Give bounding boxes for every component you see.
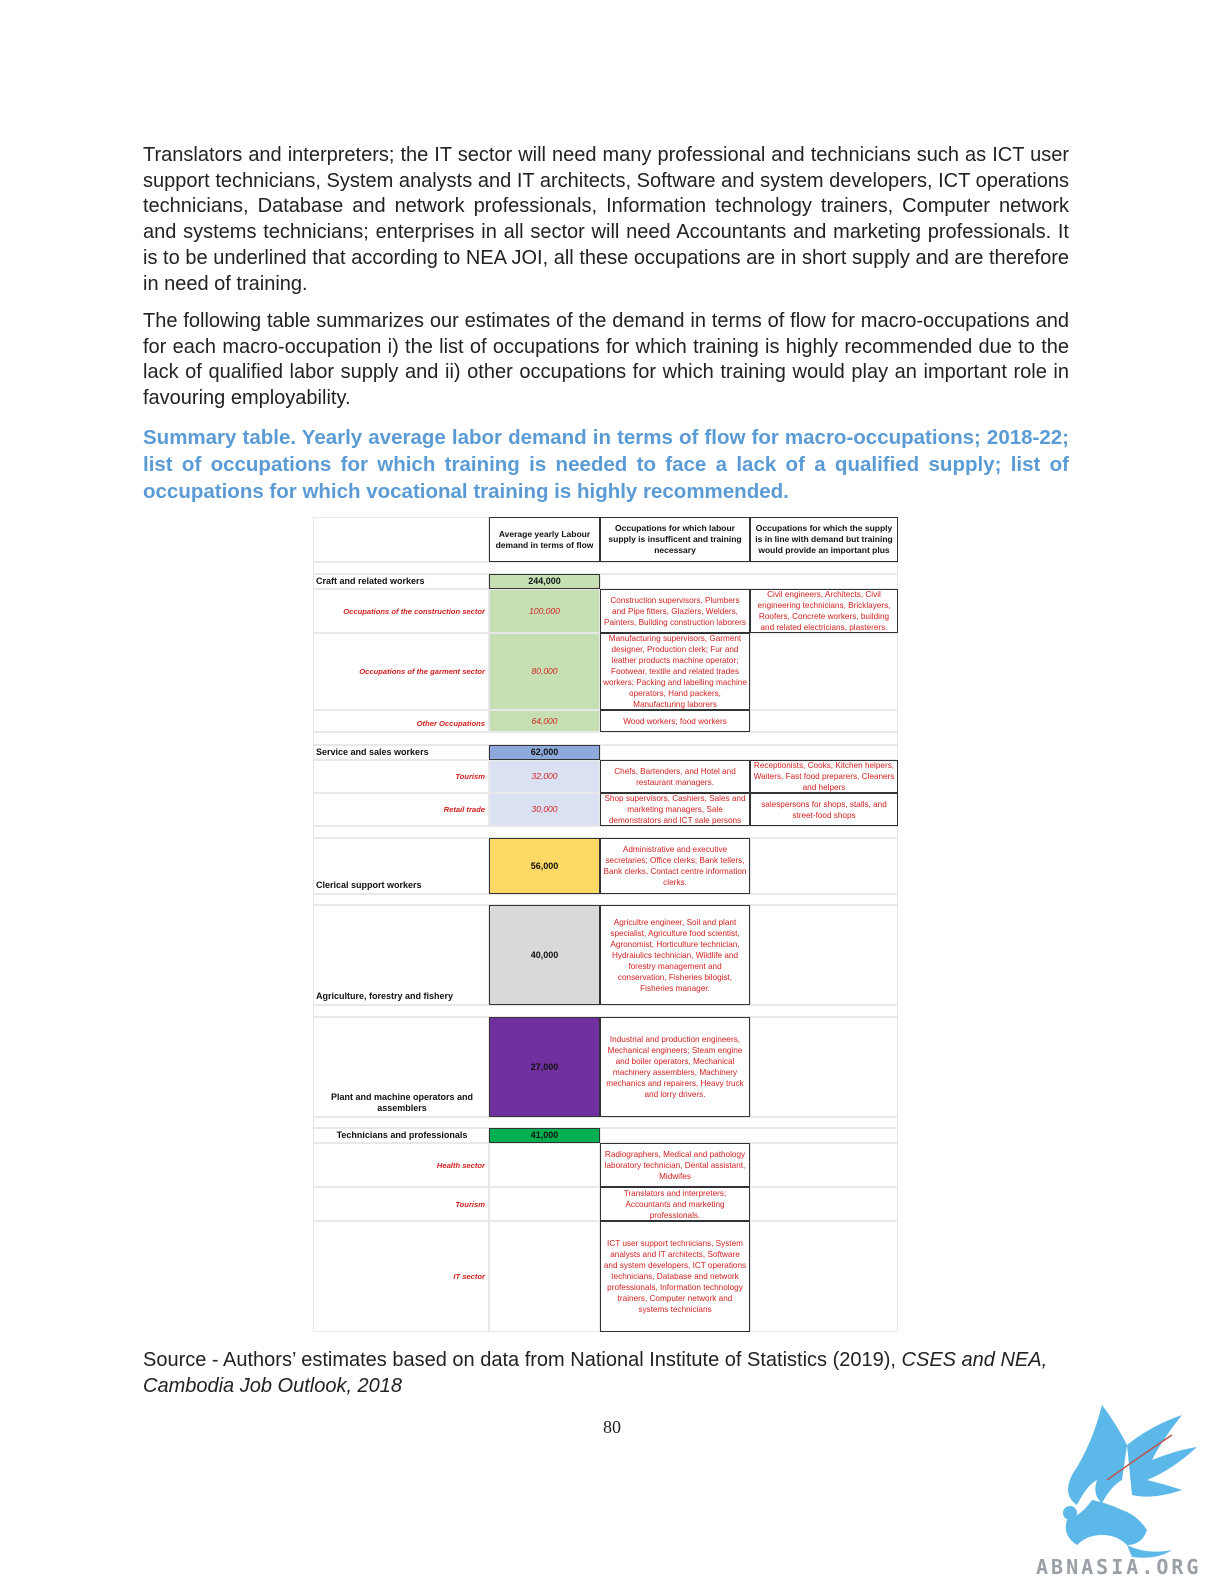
construction-insufficient: Construction supervisors, Plumbers and Pipe fitters, Glaziers, Welders, Painters, Building construction laborers xyxy=(600,589,750,633)
clerical-inline-blank xyxy=(750,838,898,894)
tech-tourism-label: Tourism xyxy=(313,1187,489,1221)
health-insufficient: Radiographers, Medical and pathology laboratory technician, Dental assistant, Midwifes xyxy=(600,1143,750,1187)
header-inline: Occupations for which the supply is in line with demand but training would provide an important plus xyxy=(750,517,898,562)
spacer-row xyxy=(313,562,898,574)
tech-blank xyxy=(600,1128,898,1143)
tech-tourism-inline-blank xyxy=(750,1187,898,1221)
health-label: Health sector xyxy=(313,1143,489,1187)
retail-value: 30,000 xyxy=(489,793,600,826)
other-inline-blank xyxy=(750,710,898,732)
header-blank xyxy=(313,517,489,562)
retail-inline: salespersons for shops, stalls, and street-food shops xyxy=(750,793,898,826)
garment-insufficient: Manufacturing supervisors, Garment designer, Production clerk; Fur and leather products machine operator; Footwear, textile and related trades workers; Packing and labelling machine operators, Hand packers, Manufacturing laborers xyxy=(600,633,750,710)
spacer-row xyxy=(313,894,898,905)
spacer-row xyxy=(313,1117,898,1128)
retail-insufficient: Shop supervisors, Cashiers, Sales and marketing managers, Sale demonstrators and ICT sale persons xyxy=(600,793,750,826)
retail-label: Retail trade xyxy=(313,793,489,826)
logo-wordmark: ABNASIA.ORG xyxy=(1036,1555,1202,1579)
it-insufficient: ICT user support technicians, System analysts and IT architects, Software and system developers, ICT operations technicians, Database and network professionals, Information technology trainers, Computer network and systems technicians xyxy=(600,1221,750,1332)
other-insufficient: Wood workers; food workers xyxy=(600,710,750,732)
plant-label: Plant and machine operators and assemblers xyxy=(313,1017,489,1117)
craft-label: Craft and related workers xyxy=(313,574,489,589)
source-note xyxy=(143,1348,1069,1399)
tourism-insufficient: Chefs, Bartenders, and Hotel and restaurant managers. xyxy=(600,760,750,793)
construction-value: 100,000 xyxy=(489,589,600,633)
tech-tourism-insufficient: Translators and interpreters; Accountants and marketing professionals. xyxy=(600,1187,750,1221)
spacer-row xyxy=(313,826,898,838)
service-label: Service and sales workers xyxy=(313,745,489,760)
griffin-logo-icon xyxy=(1032,1385,1212,1575)
spacer-row xyxy=(313,732,898,745)
source-prefix: Source - Authors’ estimates based on data from National Institute of Statistics (2019), xyxy=(143,1349,902,1371)
construction-inline: Civil engineers, Architects, Civil engineering technicians, Bricklayers, Roofers, Concrete workers, building and related electricians, plasterers. xyxy=(750,589,898,633)
it-inline-blank xyxy=(750,1221,898,1332)
header-demand: Average yearly Labour demand in terms of flow xyxy=(489,517,600,562)
tourism-value: 32,000 xyxy=(489,760,600,793)
garment-label: Occupations of the garment sector xyxy=(313,633,489,710)
clerical-insufficient: Administrative and executive secretaries; Office clerks; Bank tellers, Bank clerks, Contact centre information clerks. xyxy=(600,838,750,894)
agri-insufficient: Agricultre engineer, Soil and plant specialist, Agriculture food scientist, Agronomist, Horticulture technician, Hydraiulics technician, Wildlife and forestry management and conservation, Fisheries bilogist, Fisheries manager. xyxy=(600,905,750,1005)
clerical-value: 56,000 xyxy=(489,838,600,894)
plant-value: 27,000 xyxy=(489,1017,600,1117)
tech-tourism-value-blank xyxy=(489,1187,600,1221)
health-value-blank xyxy=(489,1143,600,1187)
it-value-blank xyxy=(489,1221,600,1332)
agri-inline-blank xyxy=(750,905,898,1005)
plant-inline-blank xyxy=(750,1017,898,1117)
health-inline-blank xyxy=(750,1143,898,1187)
tourism-inline: Receptionists, Cooks, Kitchen helpers, Waiters, Fast food preparers, Cleaners and helpers xyxy=(750,760,898,793)
construction-label: Occupations of the construction sector xyxy=(313,589,489,633)
agri-value: 40,000 xyxy=(489,905,600,1005)
tourism-label: Tourism xyxy=(313,760,489,793)
page-number: 80 xyxy=(603,1417,621,1437)
plant-insufficient: Industrial and production engineers, Mechanical engineers; Steam engine and boiler operators, Mechanical machinery assemblers, Machinery mechanics and repairers, Heavy truck and lorry drivers. xyxy=(600,1017,750,1117)
table-caption: Summary table. Yearly average labor demand in terms of flow for macro-occupations; 2018-22; list of occupations for which training is needed to face a lack of a qualified supply; list of occupations for which vocational training is highly recommended. xyxy=(143,426,1069,503)
other-value: 64,000 xyxy=(489,710,600,732)
craft-value: 244,000 xyxy=(489,574,600,589)
header-insufficient: Occupations for which labour supply is insufficent and training necessary xyxy=(600,517,750,562)
craft-blank xyxy=(600,574,898,589)
spacer-row xyxy=(313,1005,898,1017)
agri-label: Agriculture, forestry and fishery xyxy=(313,905,489,1005)
service-value: 62,000 xyxy=(489,745,600,760)
paragraph-2: The following table summarizes our estimates of the demand in terms of flow for macro-occupations and for each macro-occupation i) the list of occupations for which training is highly recommended due to the lack of qualified labor supply and ii) other occupations for which training would play an important role in favouring employability. xyxy=(143,310,1069,410)
paragraph-1: Translators and interpreters; the IT sector will need many professional and technicians such as ICT user support technicians, System analysts and IT architects, Software and system developers, ICT operations technicians, Database and network professionals, Information technology trainers, Computer network and systems technicians; enterprises in all sector will need Accountants and marketing professionals. It is to be underlined that according to NEA JOI, all these occupations are in short supply and are therefore in need of training. xyxy=(143,144,1069,295)
it-label: IT sector xyxy=(313,1221,489,1332)
tech-label: Technicians and professionals xyxy=(313,1128,489,1143)
garment-inline-blank xyxy=(750,633,898,710)
tech-value: 41,000 xyxy=(489,1128,600,1143)
service-blank xyxy=(600,745,898,760)
clerical-label: Clerical support workers xyxy=(313,838,489,894)
garment-value: 80,000 xyxy=(489,633,600,710)
other-label: Other Occupations xyxy=(313,710,489,732)
source-italic: CSES and NEA, Cambodia Job Outlook, 2018 xyxy=(143,1349,1048,1397)
